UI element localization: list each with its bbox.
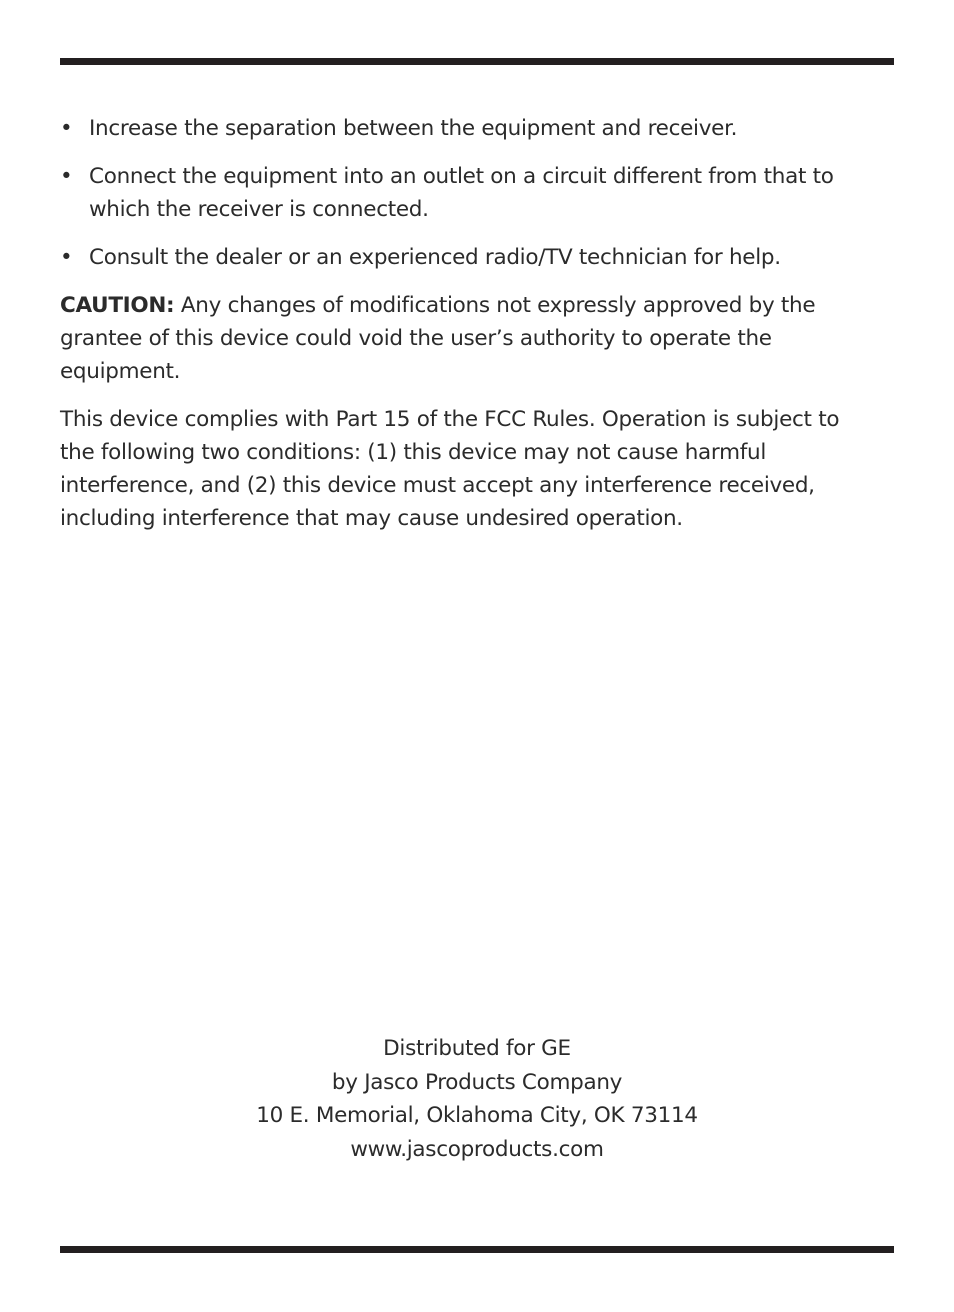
- footer-company-line: by Jasco Products Company: [331, 1069, 623, 1095]
- footer-address-line: 10 E. Memorial, Oklahoma City, OK 73114: [256, 1103, 698, 1128]
- distributor-footer: [0, 1032, 954, 1166]
- body-content: [60, 112, 860, 550]
- bullet-icon: •: [60, 164, 73, 189]
- list-item: [60, 112, 860, 145]
- footer-website-line: www.jascoproducts.com: [350, 1136, 604, 1162]
- bullet-icon: •: [60, 245, 73, 270]
- bullet-icon: •: [60, 116, 73, 141]
- list-item: [60, 241, 860, 274]
- interference-tips-list: [60, 112, 860, 274]
- list-item-text: Consult the dealer or an experienced radio/TV technician for help.: [89, 245, 781, 270]
- bottom-rule: [60, 1246, 894, 1253]
- footer-distributed-line: Distributed for GE: [383, 1036, 571, 1061]
- caution-paragraph: [60, 289, 860, 388]
- caution-text: Any changes of modifications not expressly approved by the grantee of this device could void the user’s authority to operate the equipment.: [60, 293, 816, 384]
- list-item-text: Increase the separation between the equipment and receiver.: [89, 116, 738, 141]
- top-rule: [60, 58, 894, 65]
- caution-label: CAUTION:: [60, 293, 175, 318]
- fcc-compliance-paragraph: This device complies with Part 15 of the FCC Rules. Operation is subject to the following two conditions: (1) this device may not cause harmful interference, and (2) this device must accept any interference received, including interference that may cause undesired operation.: [60, 407, 840, 531]
- list-item: [60, 160, 860, 226]
- list-item-text: Connect the equipment into an outlet on a circuit different from that to which the receiver is connected.: [89, 164, 834, 222]
